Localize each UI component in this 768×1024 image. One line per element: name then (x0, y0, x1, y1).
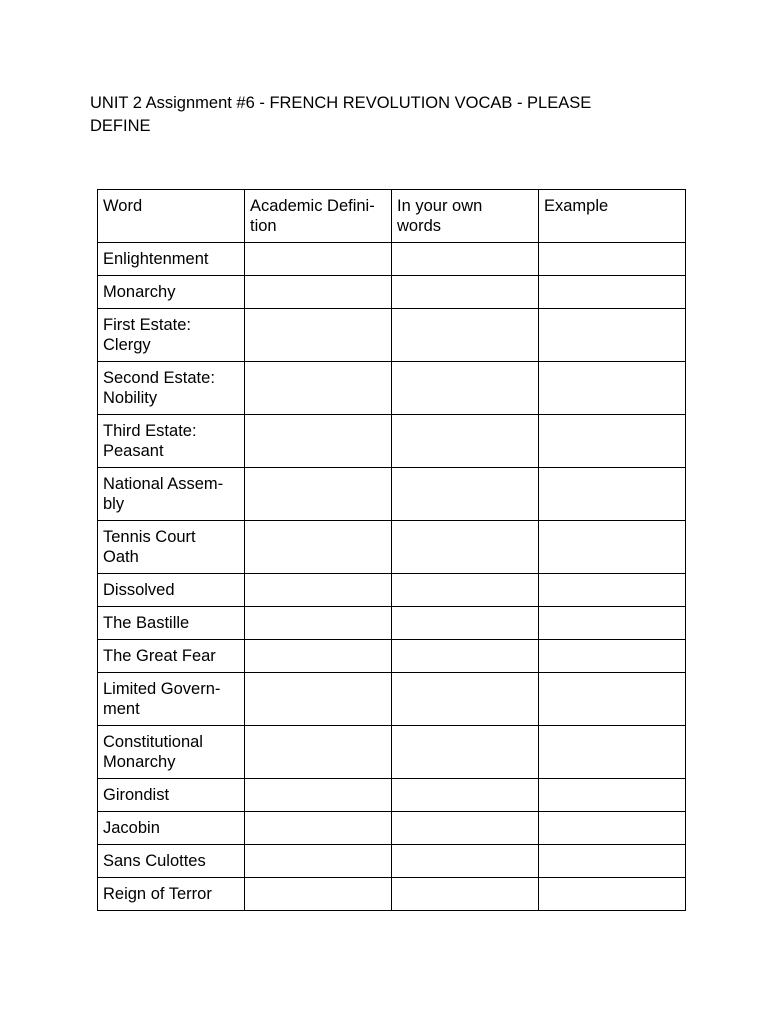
own-words-cell[interactable] (392, 521, 539, 574)
word-cell: Dissolved (98, 574, 245, 607)
word-cell: The Bastille (98, 607, 245, 640)
academic-definition-cell[interactable] (245, 726, 392, 779)
vocab-rows (98, 243, 686, 911)
table-row (98, 878, 686, 911)
example-cell[interactable] (539, 276, 686, 309)
page-title-line-2: DEFINE (90, 117, 151, 135)
academic-definition-cell[interactable] (245, 607, 392, 640)
example-cell[interactable] (539, 243, 686, 276)
word-cell: Third Estate: Peasant (98, 415, 245, 468)
own-words-cell[interactable] (392, 726, 539, 779)
table-row (98, 574, 686, 607)
word-cell: Sans Culottes (98, 845, 245, 878)
example-cell[interactable] (539, 726, 686, 779)
header-academic-definition: Academic Defini- tion (245, 190, 392, 243)
example-cell[interactable] (539, 309, 686, 362)
own-words-cell[interactable] (392, 812, 539, 845)
own-words-cell[interactable] (392, 243, 539, 276)
example-cell[interactable] (539, 521, 686, 574)
academic-definition-cell[interactable] (245, 276, 392, 309)
table-row (98, 309, 686, 362)
word-cell: Monarchy (98, 276, 245, 309)
example-cell[interactable] (539, 362, 686, 415)
word-cell: First Estate: Clergy (98, 309, 245, 362)
own-words-cell[interactable] (392, 362, 539, 415)
own-words-cell[interactable] (392, 640, 539, 673)
page-title (90, 92, 650, 138)
word-cell: National Assem- bly (98, 468, 245, 521)
table-row (98, 812, 686, 845)
example-cell[interactable] (539, 468, 686, 521)
academic-definition-cell[interactable] (245, 878, 392, 911)
table-row (98, 845, 686, 878)
example-cell[interactable] (539, 878, 686, 911)
academic-definition-cell[interactable] (245, 309, 392, 362)
academic-definition-cell[interactable] (245, 468, 392, 521)
example-cell[interactable] (539, 845, 686, 878)
own-words-cell[interactable] (392, 309, 539, 362)
example-cell[interactable] (539, 673, 686, 726)
word-cell: Girondist (98, 779, 245, 812)
academic-definition-cell[interactable] (245, 243, 392, 276)
own-words-cell[interactable] (392, 415, 539, 468)
table-row (98, 521, 686, 574)
example-cell[interactable] (539, 640, 686, 673)
own-words-cell[interactable] (392, 779, 539, 812)
example-cell[interactable] (539, 812, 686, 845)
word-cell: Constitutional Monarchy (98, 726, 245, 779)
table-row (98, 468, 686, 521)
academic-definition-cell[interactable] (245, 673, 392, 726)
academic-definition-cell[interactable] (245, 779, 392, 812)
own-words-cell[interactable] (392, 468, 539, 521)
word-cell: The Great Fear (98, 640, 245, 673)
academic-definition-cell[interactable] (245, 574, 392, 607)
own-words-cell[interactable] (392, 845, 539, 878)
academic-definition-cell[interactable] (245, 845, 392, 878)
academic-definition-cell[interactable] (245, 640, 392, 673)
own-words-cell[interactable] (392, 574, 539, 607)
table-row (98, 673, 686, 726)
academic-definition-cell[interactable] (245, 415, 392, 468)
word-cell: Limited Govern- ment (98, 673, 245, 726)
table-row (98, 243, 686, 276)
page-title-line-1: UNIT 2 Assignment #6 - FRENCH REVOLUTION VOCAB - PLEASE (90, 94, 592, 112)
table-row (98, 415, 686, 468)
table-row (98, 779, 686, 812)
word-cell: Enlightenment (98, 243, 245, 276)
word-cell: Tennis Court Oath (98, 521, 245, 574)
example-cell[interactable] (539, 779, 686, 812)
header-example: Example (539, 190, 686, 243)
example-cell[interactable] (539, 415, 686, 468)
word-cell: Reign of Terror (98, 878, 245, 911)
table-row (98, 607, 686, 640)
word-cell: Jacobin (98, 812, 245, 845)
academic-definition-cell[interactable] (245, 812, 392, 845)
academic-definition-cell[interactable] (245, 521, 392, 574)
academic-definition-cell[interactable] (245, 362, 392, 415)
table-row (98, 276, 686, 309)
own-words-cell[interactable] (392, 878, 539, 911)
own-words-cell[interactable] (392, 276, 539, 309)
word-cell: Second Estate: Nobility (98, 362, 245, 415)
header-own-words: In your own words (392, 190, 539, 243)
header-row (98, 190, 686, 243)
own-words-cell[interactable] (392, 673, 539, 726)
vocab-table (97, 189, 686, 911)
table-row (98, 726, 686, 779)
header-word: Word (98, 190, 245, 243)
table-row (98, 640, 686, 673)
example-cell[interactable] (539, 574, 686, 607)
example-cell[interactable] (539, 607, 686, 640)
table-row (98, 362, 686, 415)
own-words-cell[interactable] (392, 607, 539, 640)
